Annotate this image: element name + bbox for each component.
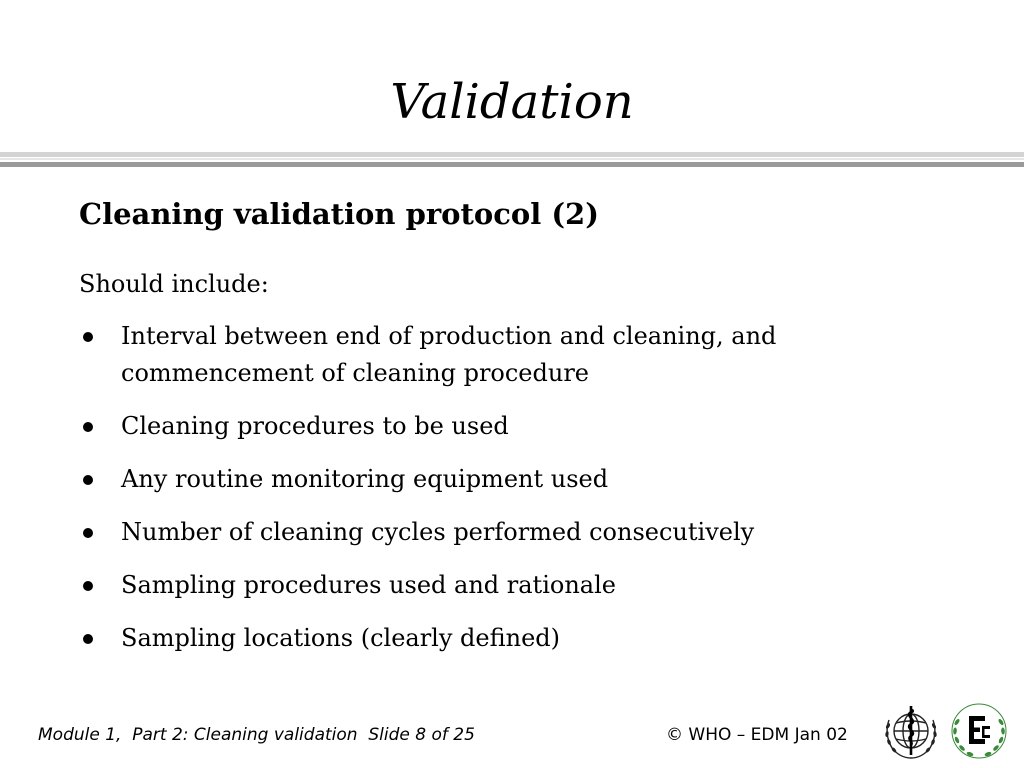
section-heading: Cleaning validation protocol (2)	[79, 197, 599, 231]
title-divider-middle	[0, 158, 1024, 160]
bullet-text: Number of cleaning cycles performed consecutively	[121, 518, 755, 546]
bullet-icon	[83, 332, 93, 342]
bullet-icon	[83, 422, 93, 432]
bullet-text: Cleaning procedures to be used	[121, 412, 509, 440]
bullet-text: Sampling procedures used and rationale	[121, 571, 616, 599]
list-item	[80, 514, 900, 551]
bullet-icon	[83, 475, 93, 485]
title-divider-top	[0, 152, 1024, 157]
bullet-icon	[83, 634, 93, 644]
list-item	[80, 461, 900, 498]
slide-title: Validation	[390, 74, 634, 130]
list-item	[80, 620, 900, 657]
intro-text: Should include:	[79, 270, 269, 298]
bullet-text: Interval between end of production and cleaning, and commencement of cleaning procedure	[121, 322, 777, 387]
list-item	[80, 408, 900, 445]
bullet-list	[80, 318, 900, 673]
footer-module-info: Module 1, Part 2: Cleaning validation Slide 8 of 25	[38, 725, 475, 745]
list-item	[80, 567, 900, 604]
bullet-icon	[83, 581, 93, 591]
bullet-text: Sampling locations (clearly defined)	[121, 624, 561, 652]
who-emblem-icon	[880, 700, 942, 762]
list-item	[80, 318, 900, 392]
bullet-icon	[83, 528, 93, 538]
edm-logo-icon	[948, 700, 1010, 762]
footer-copyright: © WHO – EDM Jan 02	[666, 725, 848, 745]
bullet-text: Any routine monitoring equipment used	[121, 465, 609, 493]
title-divider-bottom	[0, 162, 1024, 167]
